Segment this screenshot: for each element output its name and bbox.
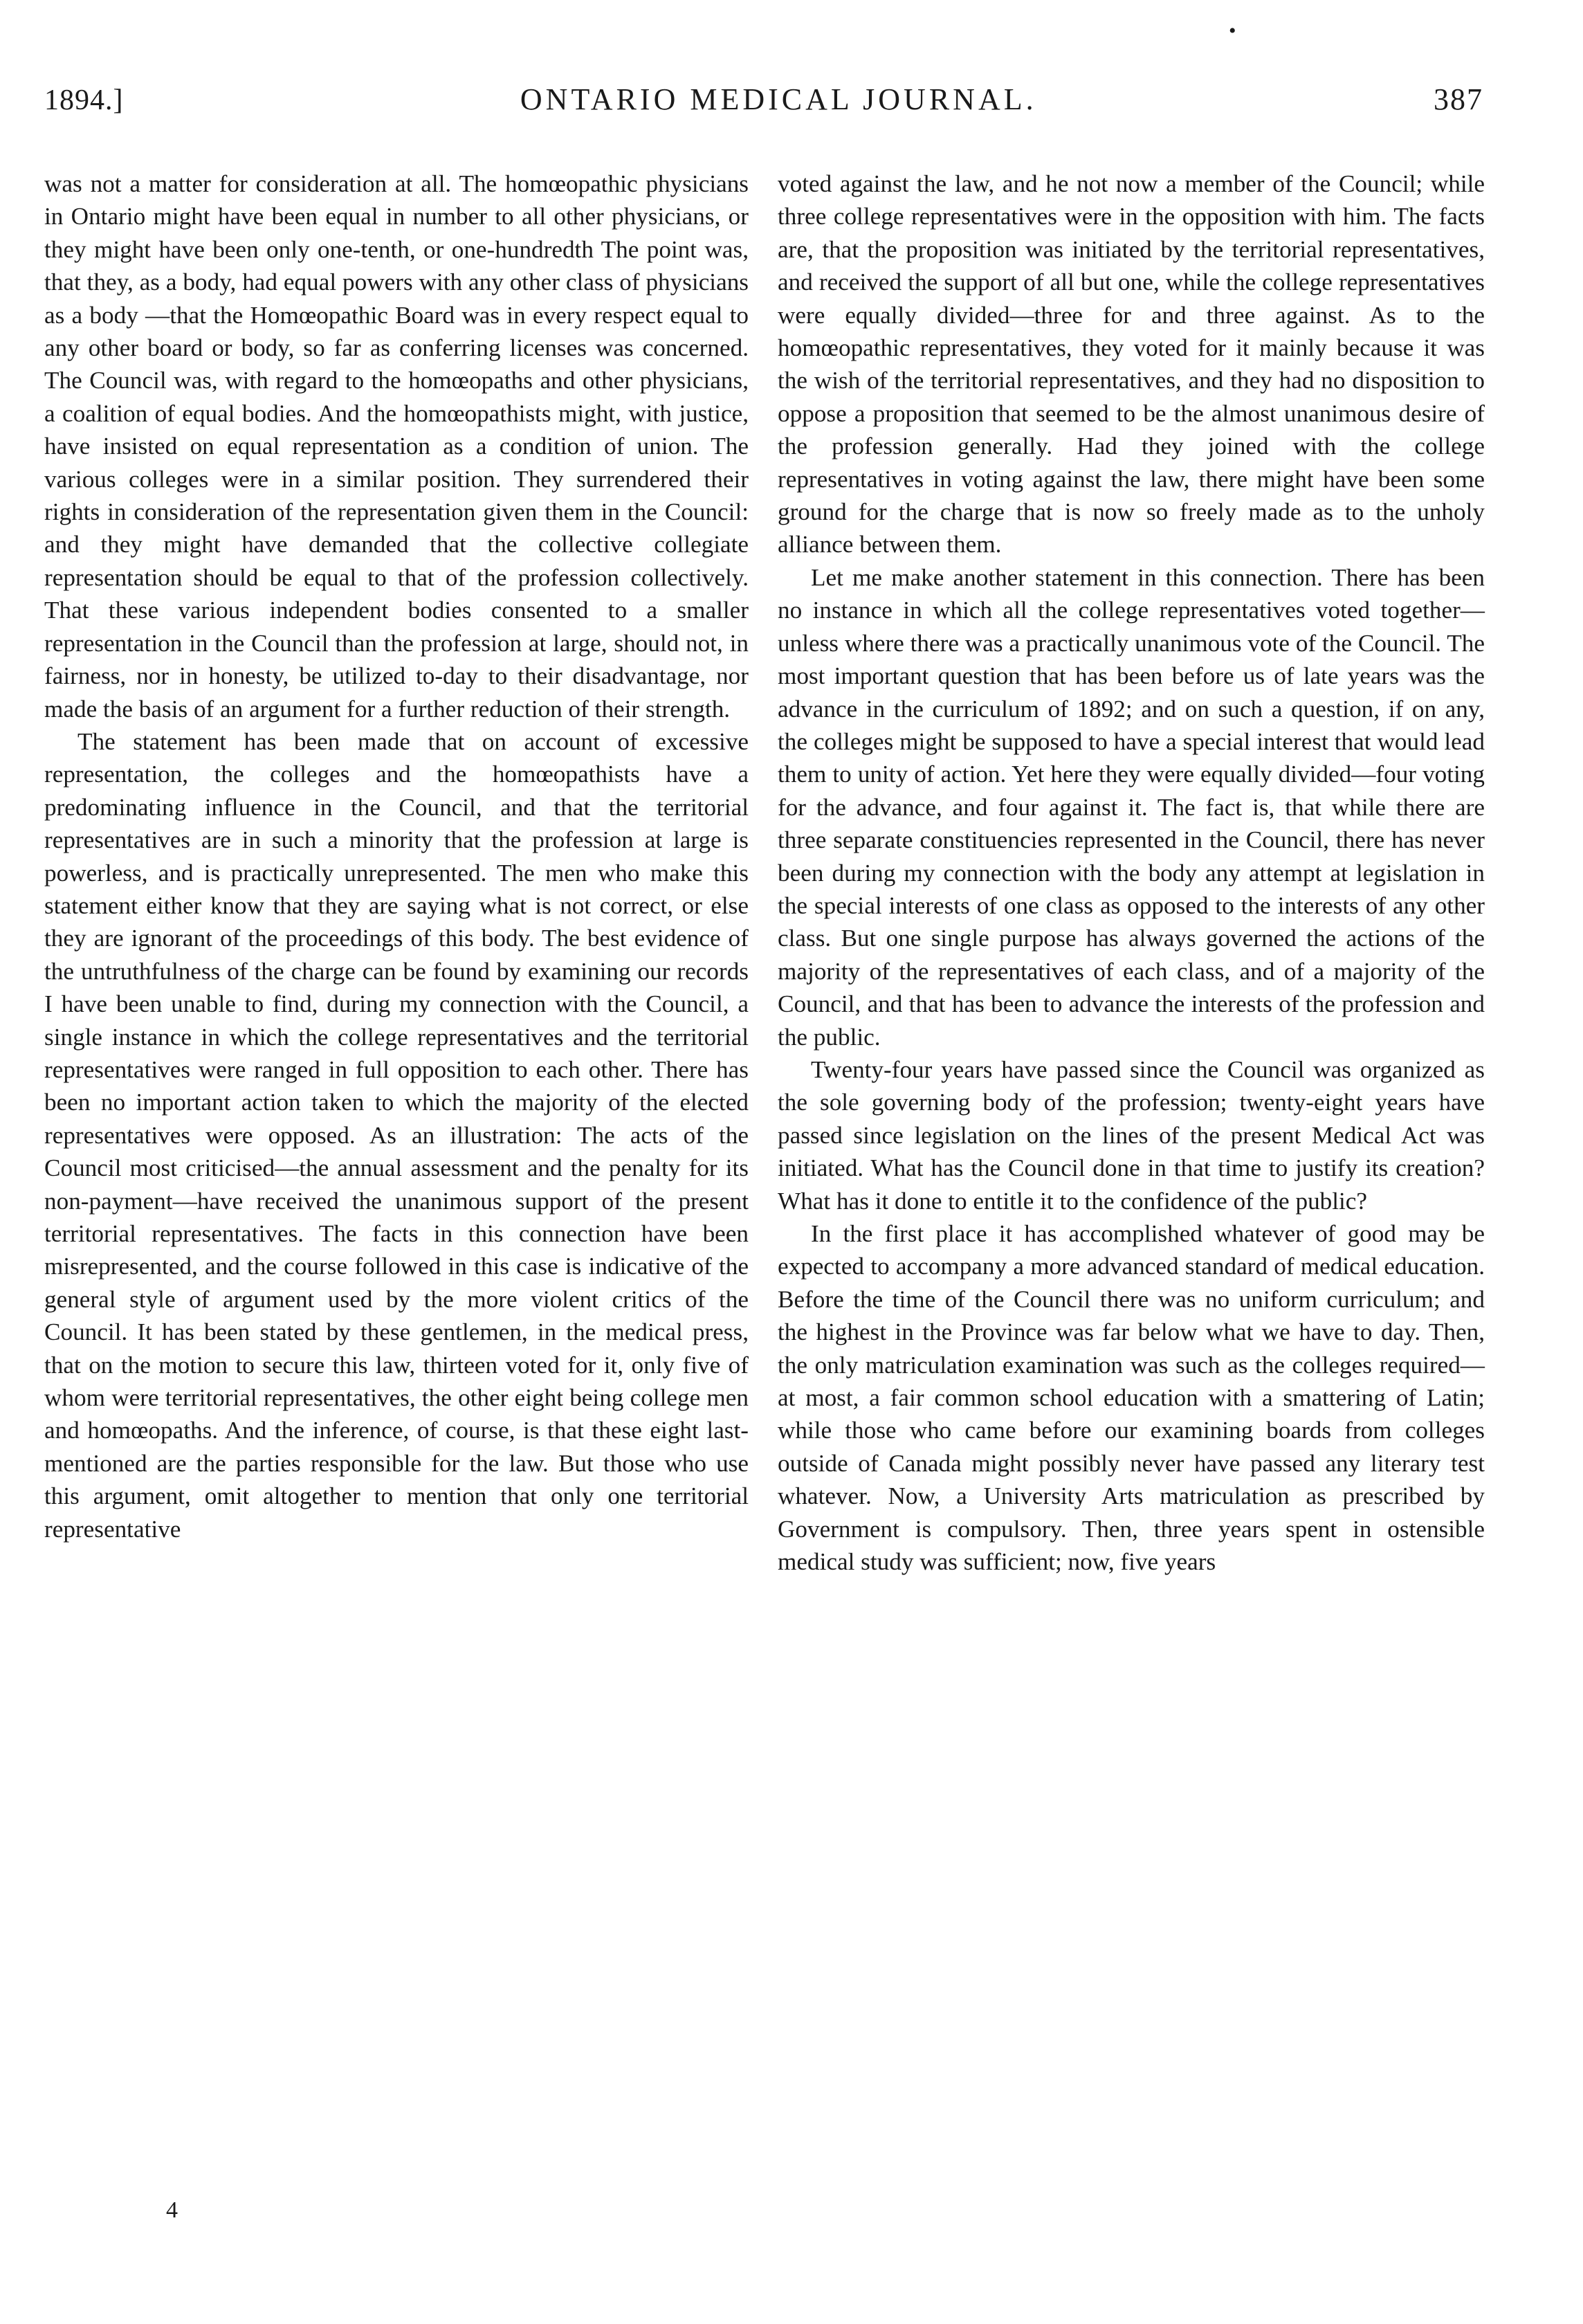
- right-paragraph-2: Let me make another statement in this connection. There has been no instance in which all the college representatives voted together—unless where there was a practically unanimous vote of the Council. The most important question that has been before us of late years was the advance in the curriculum of 1892; and on such a question, if on any, the colleges might be supposed to have a special interest that would lead them to unity of action. Yet here they were equally divided—four voting for the advance, and four against it. The fact is, that while there are three separate constituencies represented in the Council, there has never been during my connection with the body any attempt at legislation in the special interests of one class as opposed to the interests of any other class. But one single purpose has always governed the actions of the majority of the representatives of each class, and of a majority of the Council, and that has been to advance the interests of the profession and the public.: [778, 563, 1485, 1051]
- page-number: 387: [1433, 82, 1483, 116]
- right-column: [778, 167, 1485, 1578]
- signature-mark: 4: [166, 2197, 178, 2223]
- left-column: [44, 167, 749, 1545]
- left-paragraph-1: was not a matter for consideration at all. The homœopathic physicians in Ontario might have been equal in number to all other physicians, or they might have been only one-tenth, or one-hundredth The point was, that they, as a body, had equal powers with any other class of physicians as a body —that the Homœopathic Board was in every respect equal to any other board or body, so far as conferring licenses was concerned. The Council was, with regard to the homœopaths and other physicians, a coalition of equal bodies. And the homœopathists might, with justice, have insisted on equal representation as a condition of union. The various colleges were in a similar position. They surrendered their rights in consideration of the representation given them in the Council: and they might have demanded that the collective collegiate representation should be equal to that of the profession collectively. That these various independent bodies consented to a smaller representation in the Council than the profession at large, should not, in fairness, nor in honesty, be utilized to-day to their disadvantage, nor made the basis of an argument for a further reduction of their strength.: [44, 170, 749, 723]
- left-paragraph-2: The statement has been made that on account of excessive representation, the colleges and the homœopathists have a predominating influence in the Council, and that the territorial representatives are in such a minority that the profession at large is powerless, and is practically unrepresented. The men who make this statement either know that they are saying what is not correct, or else they are ignorant of the proceedings of this body. The best evidence of the untruthfulness of the charge can be found by examining our records I have been unable to find, during my connection with the Council, a single instance in which the college representatives and the territorial representatives were ranged in full opposition to each other. There has been no important action taken to which the majority of the elected representatives were opposed. As an illustration: The acts of the Council most criticised—the annual assessment and the penalty for its non-payment—have received the unanimous support of the present territorial representatives. The facts in this connection have been misrepresented, and the course followed in this case is indicative of the general style of argument used by the more violent critics of the Council. It has been stated by these gentlemen, in the medical press, that on the motion to secure this law, thirteen voted for it, only five of whom were territorial representatives, the other eight being college men and homœopaths. And the inference, of course, is that these eight last-mentioned are the parties responsible for the law. But those who use this argument, omit altogether to mention that only one territorial representative: [44, 727, 749, 1543]
- header-year: 1894.]: [44, 84, 124, 116]
- printer-dot-mark: •: [1229, 19, 1236, 42]
- running-header: [44, 82, 1483, 130]
- right-paragraph-1: voted against the law, and he not now a member of the Council; while three college representatives were in the opposition with him. The facts are, that the proposition was initiated by the territorial representatives, and received the support of all but one, while the college representatives were equally divided—three for and three against. As to the homœopathic representatives, they voted for it mainly because it was the wish of the territorial representatives, and they had no disposition to oppose a proposition that seemed to be the almost unanimous desire of the profession generally. Had they joined with the college representatives in voting against the law, there might have been some ground for the charge that is now so freely made as to the unholy alliance between them.: [778, 170, 1485, 559]
- journal-title: ONTARIO MEDICAL JOURNAL.: [520, 82, 1037, 116]
- right-paragraph-3: Twenty-four years have passed since the Council was organized as the sole governing body of the profession; twenty-eight years have passed since legislation on the lines of the present Medical Act was initiated. What has the Council done in that time to justify its creation? What has it done to entitle it to the confidence of the public?: [778, 1055, 1485, 1215]
- right-paragraph-4: In the first place it has accomplished whatever of good may be expected to accompany a more advanced standard of medical education. Before the time of the Council there was no uniform curriculum; and the highest in the Province was far below what we have to day. Then, the only matriculation examination was such as the colleges required—at most, a fair common school education with a smattering of Latin; while those who came before our examining boards from colleges outside of Canada might possibly never have passed any literary test whatever. Now, a University Arts matriculation as prescribed by Government is compulsory. Then, three years spent in ostensible medical study was sufficient; now, five years: [778, 1220, 1485, 1576]
